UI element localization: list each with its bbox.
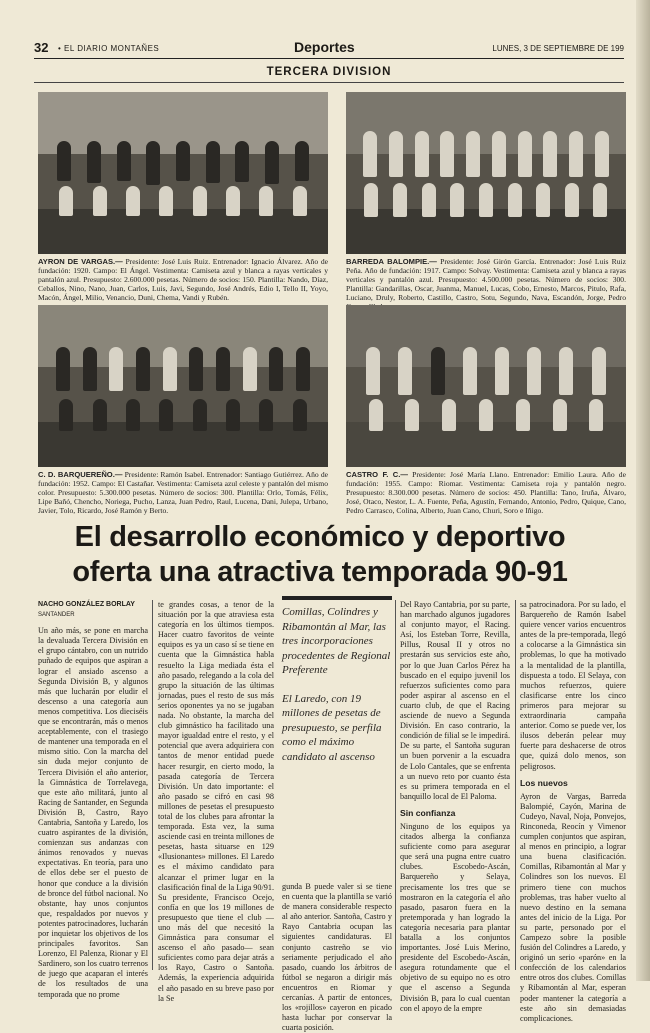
- photo-caption: [38, 257, 328, 302]
- photo-caption: [38, 470, 328, 515]
- article-text: Del Rayo Cantabria, por su parte, han marchado algunos jugadores al conjunto mayor, el Racing. Así, los Esteban Torre, Revilla, Pillus, Rousal II y otros no prestarán sus servicios este año, por lo que Juan Carlos Pérez ha buscado en el equipo juvenil los refuerzos suficientes como para poder aspirar al ascenso en el cuarto club, de que el Racing asciende de nuevo a Segunda División. En caso contrario, la condición de filial se le impedirá. De su parte, el Santoña suguran un buen porvenir a la escuadra de Lolo Cantales, que se enfrenta a un nuevo reto por cuanto ésta es su primera temporada en el banquillo local de El Paloma.: [400, 600, 510, 801]
- pullquote-text-1: Comillas, Colindres y Ribamontán al Mar, las tres incorporaciones procedentes de Regional Preferente: [282, 606, 391, 676]
- caption-details: Presidente: José Luis Ruiz. Entrenador: Ignacio Álvarez. Año de fundación: 1920. Campo: El Ángel. Vestimenta: Camiseta azul y blanca a rayas verticales y pantalón azul. Presupuesto: 2.600.000 pesetas. Número de socios: 150. Plantilla: Nando, Díaz, Ceballos, Nino, Nano, Juan, Carlos, Luis, Javi, Segundo, José Andrés, Edio I, Tello II, Yoyo, Macón, Ángel, Milio, Venancio, Duni, Chema, Vandi y Rubén.: [38, 257, 328, 302]
- caption-team-name: CASTRO F. C.—: [346, 470, 408, 479]
- article-column-4: [400, 600, 510, 1013]
- headline-line-2: oferta una atractiva temporada 90-91: [72, 556, 568, 588]
- photo-caption: [346, 257, 626, 302]
- caption-details: Presidente: Ramón Isabel. Entrenador: Santiago Gutiérrez. Año de fundación: 1952. Campo: El Castañar. Vestimenta: Camiseta azul celeste y pantalón del mismo color. Presupuesto: 5.300.000 pesetas. Número de socios: 300. Plantilla: Orlo, Tomás, Félix, Lipe Bañó, Chencho, Noriega, Pucho, Lanza, Juan Pedro, Raul, Lucena, Dani, Julepa, Urbano, Javier, Tolo, Ricardo, José Ramón y Berto.: [38, 470, 328, 515]
- caption-details: Presidente: José María Llano. Entrenador: Emilio Laura. Año de fundación: 1955. Campo: Riomar. Vestimenta: Camiseta roja y pantalón negro. Presupuesto: 8.300.000 pesetas. Número de socios: 450. Plantilla: Tano, Iruña, Álvaro, José, Otaco, Nestor, L. A. Fuente, Peña, Agustín, Fernando, Antonio, Pedro, Quique, Cano, Pedro Carrasco, Colina, Alberto, Juan Cano, Churi, Soro e Iñigo.: [346, 470, 626, 515]
- article-text: Ninguno de los equipos ya citados alberga la confianza suficiente como para asegurar que será una pugna entre cuatro clubes. Escobedo-Ascán, Barquereño y Selaya, precisamente los tres que se mostraron en la categoría el año pasado, pasaron fuera en la pretemporada y han logrado la categoría necesaria para plantar batalla a los conjuntos importantes. José Luis Merino, presidente del Escobedo-Ascán, asegura rotundamente que el objetivo de su equipo no es otro que el ascenso a Segunda División B, para lo cual cuentan con el apoyo de la empre: [400, 821, 510, 1013]
- subsection-title: TERCERA DIVISION: [266, 66, 392, 78]
- caption-team-name: BARREDA BALOMPIE.—: [346, 257, 437, 266]
- article-column-3: [282, 882, 392, 1033]
- team-photo-cd-barquereno: [38, 305, 328, 467]
- column-rule: [515, 600, 516, 970]
- byline-author: NACHO GONZÁLEZ BORLAY: [38, 601, 135, 608]
- section-subtitle: Sin confianza: [400, 807, 456, 818]
- issue-date: LUNES, 3 DE SEPTIEMBRE DE 199: [492, 44, 624, 53]
- article-column-2: [158, 600, 274, 1003]
- section-title: Deportes: [294, 39, 355, 55]
- page-header: [34, 38, 624, 59]
- headline-line-1: El desarrollo económico y deportivo: [74, 521, 566, 553]
- article-text: Un año más, se pone en marcha la devaluada Tercera División en el grupo cántabro, con un nutrido puñado de equipos que aspiran a lograr el ansiado ascenso a Segunda División B, y algunos más que lucharán por eludir el descenso a una categoría aun menos competitiva. Los dieciséis que se encontrarán, más o menos aceptablemente, con el trasiego de mantener una temporada en el mismo sitio. Con la marcha del sin duda mejor conjunto de Tercera División el año anterior, la Gimnástica de Torrelavega, que este año militará, junto al Racing de Santander, en Segunda División B, Castro, Rayo Cantabria, Santoña y Laredo, los cuatro aspirantes de la división, comienzan sus andanzas con ánimos renovados y nuevas expectativas. En teoría, para uno de ellos debe ser el puesto de honor que conduce a la división de bronce del fútbol nacional. No obstante, hay unos conjuntos que, respaldados por nuevos y potentes patrocinadores, lucharán por inquietar los objetivos de los principales favoritos. San Lorenzo, El Palenza, Rionar y El Sardinero, son los cuatro terrenos de juego que acaparan el interés de los resultados de una temporada que no prome: [38, 626, 148, 999]
- photo-caption: [346, 470, 626, 515]
- article-text: gunda B puede valer si se tiene en cuenta que la plantilla se varió de manera considerable respecto al año anterior. Santoña, Castro y Rayo Cantabria ocupan las siguientes candidaturas. El conjunto castreño se vio seriamente perjudicado el año pasado, cuando los árbitros de fútbol se negaron a dirigir más encuentros en Riomar y cercanías. A partir de entonces, los «rojillos» cayeron en picado hasta luchar por conservar la cuarta posición.: [282, 882, 392, 1033]
- page-fold-shadow: [636, 0, 650, 981]
- article-column-1: [38, 600, 148, 999]
- article-text: sa patrocinadora. Por su lado, el Barquereño de Ramón Isabel quiere vencer varios encuentros antes de la pre-temporada, llegó a colocarse a la Gimnástica sin problemas, lo que ha motivado a la mentalidad de la plantilla, dispuesta a todo. El Selaya, con muchos refuerzos, quiere clasificarse entre los cinco primeros para mejorar su extraordinaria campaña anterior. Como se puede ver, los ilusos deberán pelear muy fuerte para deshacerse de otros que, quizá dolo menos, son peligrosos.: [520, 600, 626, 771]
- article-text: Ayron de Vargas, Barreda Balompié, Cayón, Marina de Cudeyo, Naval, Noja, Ponvejos, Rinconeda, Reocín y Vimenor cumplen conjuntos que aspiran, al menos en principio, a lograr una buena clasificación. Comillas, Ribamontán al Mar y Colindres son los nuevos. El primero tiene con muchos problemas, tras haber vuelto al nuevo destino en la semana antes del inicio de la Liga. Por su parte, personado por el Campezo sobre la posible fusión del Colindres a Laredo, y originó un serio «parón» en la confección de los calendarios entre otros dos clubes. Comillas y Ribamontán al Mar, esperan poder mantener la categoría a este año sin demasiadas complicaciones.: [520, 791, 626, 1023]
- caption-team-name: C. D. BARQUEREÑO.—: [38, 470, 123, 479]
- page-number: 32: [34, 40, 49, 55]
- article-text: te grandes cosas, a tenor de la situación por la que atraviesa esta categoría en los últimos tiempos. Hacer cuatro favoritos de veinte equipos es ya un caso sí se tiene en cuenta que la Gimnástica habla resuelto la Liga mediada ésta el año pasado, relegando a la cola del grupo la situación de las últimas jornadas, pues el resto de sus más serios oponentes ya no se jugaban nada. No obstante, la marcha del club gimnástico ha facilitado una mayor igualdad entre el resto, y el potencial que avera adquiriera con tantos de menor entidad puede hacer resurgir, en cierto modo, la pasada categoría de Tercera División. Un dato importante: el año pasado se cifró en casi 98 millones de pesetas el presupuesto total de los clubes para afrontar la temporada. Esta vez, la suma asciende casi en treinta millones de pesetas, hasta situarse en 129 «Ilusionantes» millones. El Laredo es el máximo candidato para alcanzar el primer lugar en la clasificación final de la Liga 90/91. Su presidente, Francisco Ocejo, confía en que los 19 millones de presupuesto que tiene el club —uno más del que necesitó la Gimnástica para consumar el ascenso el año pasado— sean suficientes como para dejar atrás a los Rayo, Castro o Santoña. Además, la experiencia adquirida el año pasado en su breve paso por la Se: [158, 600, 274, 1003]
- byline-place: SANTANDER: [38, 612, 75, 619]
- newspaper-name: • EL DIARIO MONTAÑES: [58, 44, 160, 53]
- caption-details: Presidente: José Girón García. Entrenador: José Luis Ruiz Peña. Año de fundación: 1917. Campo: Solvay. Vestimenta: Camiseta azul y blanca a rayas verticales y pantalón azul. Presupuesto: 4.500.000 pesetas. Número de socios: 300. Plantilla: Gandarillas, Oscar, Juanma, Manuel, Lucas, Cobo, Ernesto, Marcos, Pitulo, Rafa, Luciano, Druly, Roberto, Castillo, Castro, Sotu, Segundo, Nava, Escandón, Jorge, Pedro: [346, 257, 626, 302]
- team-photo-barreda-balompie: [346, 92, 626, 254]
- team-photo-ayron-de-vargas: [38, 92, 328, 254]
- team-photo-castro-fc: [346, 305, 626, 467]
- caption-team-name: AYRON DE VARGAS.—: [38, 257, 123, 266]
- pullquote: [282, 605, 392, 778]
- article-headline: [40, 520, 600, 590]
- subsection-banner: [34, 62, 624, 83]
- article-column-5: [520, 600, 626, 1023]
- column-rule: [395, 600, 396, 970]
- pullquote-text-2: El Laredo, con 19 millones de pesetas de presupuesto, se perfila como el máximo candidato al ascenso: [282, 692, 382, 763]
- pullquote-rule: [282, 596, 392, 600]
- section-subtitle: Los nuevos: [520, 777, 568, 788]
- column-rule: [152, 600, 153, 970]
